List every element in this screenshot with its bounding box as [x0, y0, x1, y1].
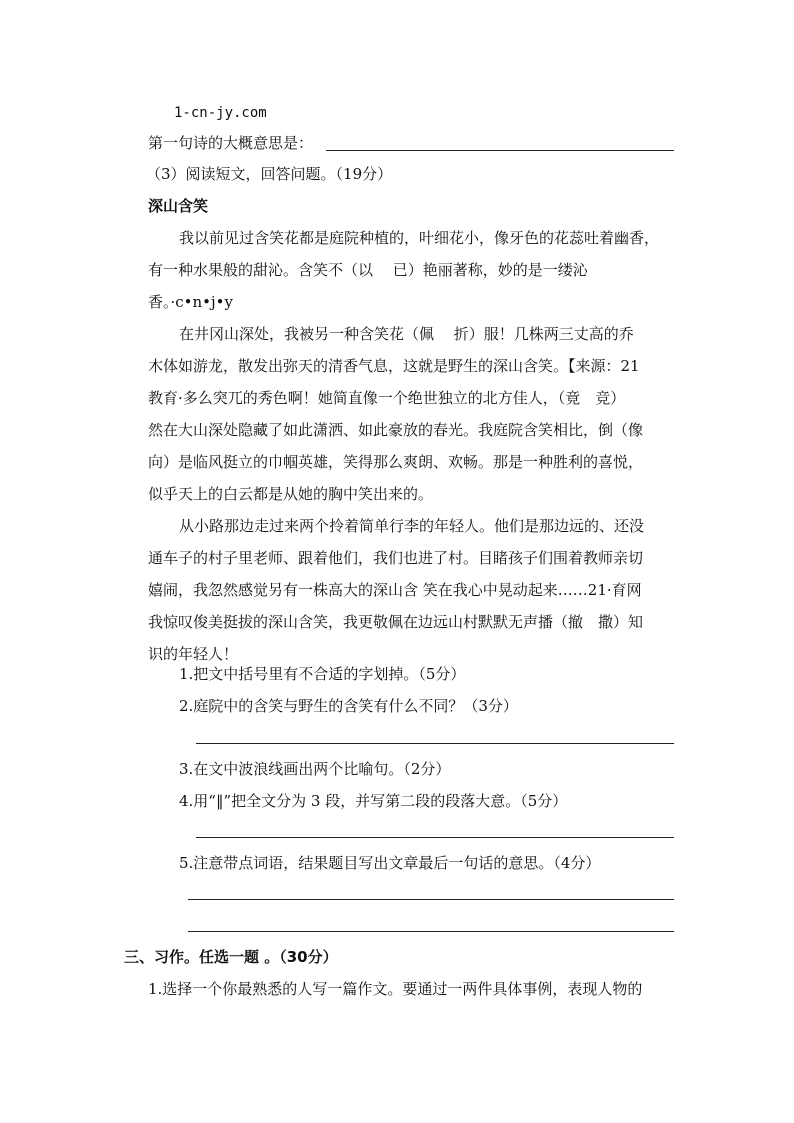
- paragraph-3-line-5: 识的年轻人！: [148, 645, 239, 663]
- question-2: 2.庭院中的含笑与野生的含笑有什么不同？（3分）: [179, 697, 518, 715]
- paragraph-2-line-5: 向）是临风挺立的巾帼英雄，笑得那么爽朗、欢畅。那是一种胜利的喜悦，: [148, 453, 644, 471]
- writing-item-1: 1.选择一个你最熟悉的人写一篇作文。要通过一两件具体事例，表现人物的: [148, 980, 643, 998]
- paragraph-2-line-6: 似乎天上的白云都是从她的胸中笑出来的。: [148, 485, 434, 503]
- question-1: 1.把文中括号里有不合适的字划掉。（5分）: [179, 665, 466, 683]
- answer-line[interactable]: [196, 743, 674, 744]
- paragraph-1-line-1: 我以前见过含笑花都是庭院种植的，叶细花小，像牙色的花蕊吐着幽香，: [179, 229, 660, 247]
- paragraph-1-line-3: 香。·c•n•j•y: [148, 293, 233, 311]
- answer-line[interactable]: [326, 150, 674, 151]
- question-4: 4.用“‖”把全文分为 3 段，并写第二段的段落大意。（5分）: [179, 792, 568, 810]
- question-3: 3.在文中波浪线画出两个比喻句。（2分）: [179, 760, 451, 778]
- article-title: 深山含笑: [148, 197, 209, 215]
- paragraph-3-line-4: 我惊叹俊美挺拔的深山含笑，我更敬佩在边远山村默默无声播（撤 撒）知: [148, 613, 644, 631]
- paragraph-3-line-1: 从小路那边走过来两个拎着简单行李的年轻人。他们是那边远的、还没: [179, 517, 645, 535]
- section-3-title: （3）阅读短文，回答问题。（19分）: [146, 165, 393, 183]
- paragraph-3-line-2: 通车子的村子里老师、跟着他们，我们也进了村。目睹孩子们围着教师亲切: [148, 549, 644, 567]
- paragraph-2-line-2: 木体如游龙，散发出弥天的清香气息，这就是野生的深山含笑。【来源：21: [148, 357, 640, 375]
- question-5: 5.注意带点词语，结果题目写出文章最后一句话的意思。（4分）: [179, 854, 601, 872]
- answer-line[interactable]: [188, 899, 674, 900]
- writing-section-title: 三、习作。任选一题 。（30分）: [124, 948, 338, 966]
- paragraph-3-line-3: 嬉闹，我忽然感觉另有一株高大的深山含 笑在我心中晃动起来……21·育网: [148, 581, 642, 599]
- paragraph-2-line-1: 在井冈山深处，我被另一种含笑花（佩 折）服！几株两三丈高的乔: [179, 325, 634, 343]
- paragraph-1-line-2: 有一种水果般的甜沁。含笑不（以 已）艳丽著称，妙的是一缕沁: [148, 261, 588, 279]
- site-header: 1-cn-jy.com: [174, 105, 267, 121]
- first-poem-question: 第一句诗的大概意思是：: [148, 134, 314, 152]
- paragraph-2-line-4: 然在大山深处隐藏了如此潇洒、如此豪放的春光。我庭院含笑相比，倒（像: [148, 421, 644, 439]
- answer-line[interactable]: [196, 837, 674, 838]
- paragraph-2-line-3: 教育·多么突兀的秀色啊！她简直像一个绝世独立的北方佳人，（竟 竞）: [148, 389, 626, 407]
- answer-line[interactable]: [188, 931, 674, 932]
